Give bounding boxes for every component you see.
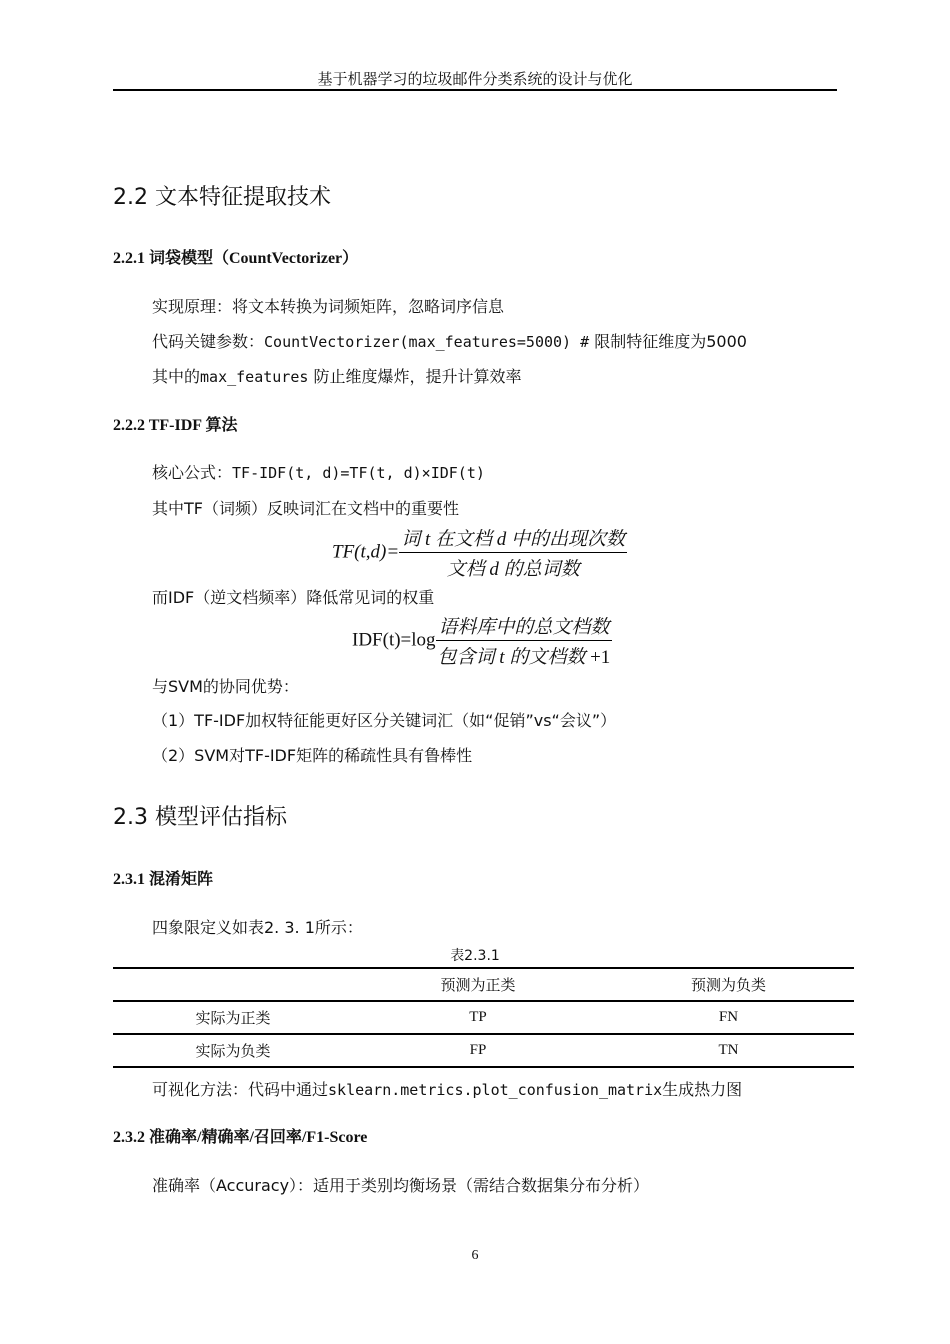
visualization-suffix: 生成热力图: [662, 1080, 743, 1099]
max-features-code: max_features: [200, 368, 309, 386]
paragraph-code-params: [152, 329, 747, 352]
section-heading-2-3: 2.3 模型评估指标: [113, 805, 287, 830]
idf-formula-lhs: IDF(t)=log: [352, 629, 436, 651]
core-formula-label: 核心公式：: [152, 463, 233, 482]
paragraph-visualization: [152, 1077, 742, 1100]
table-header-cell: 预测为正类: [353, 968, 603, 1001]
visualization-code: sklearn.metrics.plot_confusion_matrix: [328, 1081, 663, 1099]
tf-formula-lhs: TF(t,d)=: [332, 541, 400, 563]
tf-formula: [332, 524, 627, 581]
table-cell: FP: [353, 1034, 603, 1067]
idf-formula: [352, 612, 612, 669]
running-header: 基于机器学习的垃圾邮件分类系统的设计与优化: [317, 70, 633, 88]
table-caption: 表2.3.1: [450, 948, 500, 964]
table-row: [113, 1001, 854, 1034]
idf-formula-plus-one: +1: [585, 647, 611, 668]
paragraph-tf-description: 其中TF（词频）反映词汇在文档中的重要性: [152, 499, 459, 518]
table-cell: TN: [603, 1034, 854, 1067]
header-rule: [113, 89, 837, 91]
tf-formula-denominator: 文档 d 的总词数: [446, 559, 580, 580]
idf-formula-denominator: 包含词 t 的文档数: [437, 647, 586, 668]
idf-formula-numerator: 语料库中的总文档数: [436, 612, 613, 641]
paragraph-core-formula: [152, 460, 485, 483]
code-params-note: 限制特征维度为5000: [589, 332, 747, 351]
table-header-cell: [113, 968, 353, 1001]
table-row: [113, 1034, 854, 1067]
core-formula: TF-IDF(t, d)=TF(t, d)×IDF(t): [232, 464, 485, 482]
subsection-heading-2-2-1: 2.2.1 词袋模型（CountVectorizer）: [113, 250, 359, 267]
table-cell: TP: [353, 1001, 603, 1034]
paragraph-accuracy: 准确率（Accuracy）：适用于类别均衡场景（需结合数据集分布分析）: [152, 1176, 650, 1195]
table-header-row: [113, 968, 854, 1001]
table-cell: FN: [603, 1001, 854, 1034]
list-item-advantage-1: （1）TF-IDF加权特征能更好区分关键词汇（如“促销”vs“会议”）: [152, 711, 617, 730]
paragraph-svm-advantage: 与SVM的协同优势：: [152, 677, 299, 696]
paragraph-principle: 实现原理：将文本转换为词频矩阵，忽略词序信息: [152, 297, 505, 316]
max-features-suffix: 防止维度爆炸，提升计算效率: [308, 367, 522, 386]
table-header-cell: 预测为负类: [603, 968, 854, 1001]
visualization-prefix: 可视化方法：代码中通过: [152, 1080, 329, 1099]
subsection-heading-2-3-2: 2.3.2 准确率/精确率/召回率/F1-Score: [113, 1129, 368, 1146]
table-row-label: 实际为正类: [113, 1001, 353, 1034]
max-features-prefix: 其中的: [152, 367, 201, 386]
subsection-heading-2-3-1: 2.3.1 混淆矩阵: [113, 871, 214, 888]
code-params-label: 代码关键参数：: [152, 332, 265, 351]
confusion-matrix-table: [113, 967, 854, 1068]
table-row-label: 实际为负类: [113, 1034, 353, 1067]
tf-formula-numerator: 词 t 在文档 d 中的出现次数: [399, 524, 627, 553]
section-heading-2-2: 2.2 文本特征提取技术: [113, 185, 331, 210]
paragraph-max-features: [152, 364, 521, 387]
subsection-heading-2-2-2: 2.2.2 TF-IDF 算法: [113, 417, 238, 434]
paragraph-quadrant-intro: 四象限定义如表2. 3. 1所示：: [152, 918, 363, 937]
page-number: 6: [471, 1248, 479, 1263]
code-snippet: CountVectorizer(max_features=5000) #: [264, 333, 590, 351]
list-item-advantage-2: （2）SVM对TF-IDF矩阵的稀疏性具有鲁棒性: [152, 746, 473, 765]
paragraph-idf-description: 而IDF（逆文档频率）降低常见词的权重: [152, 588, 435, 607]
